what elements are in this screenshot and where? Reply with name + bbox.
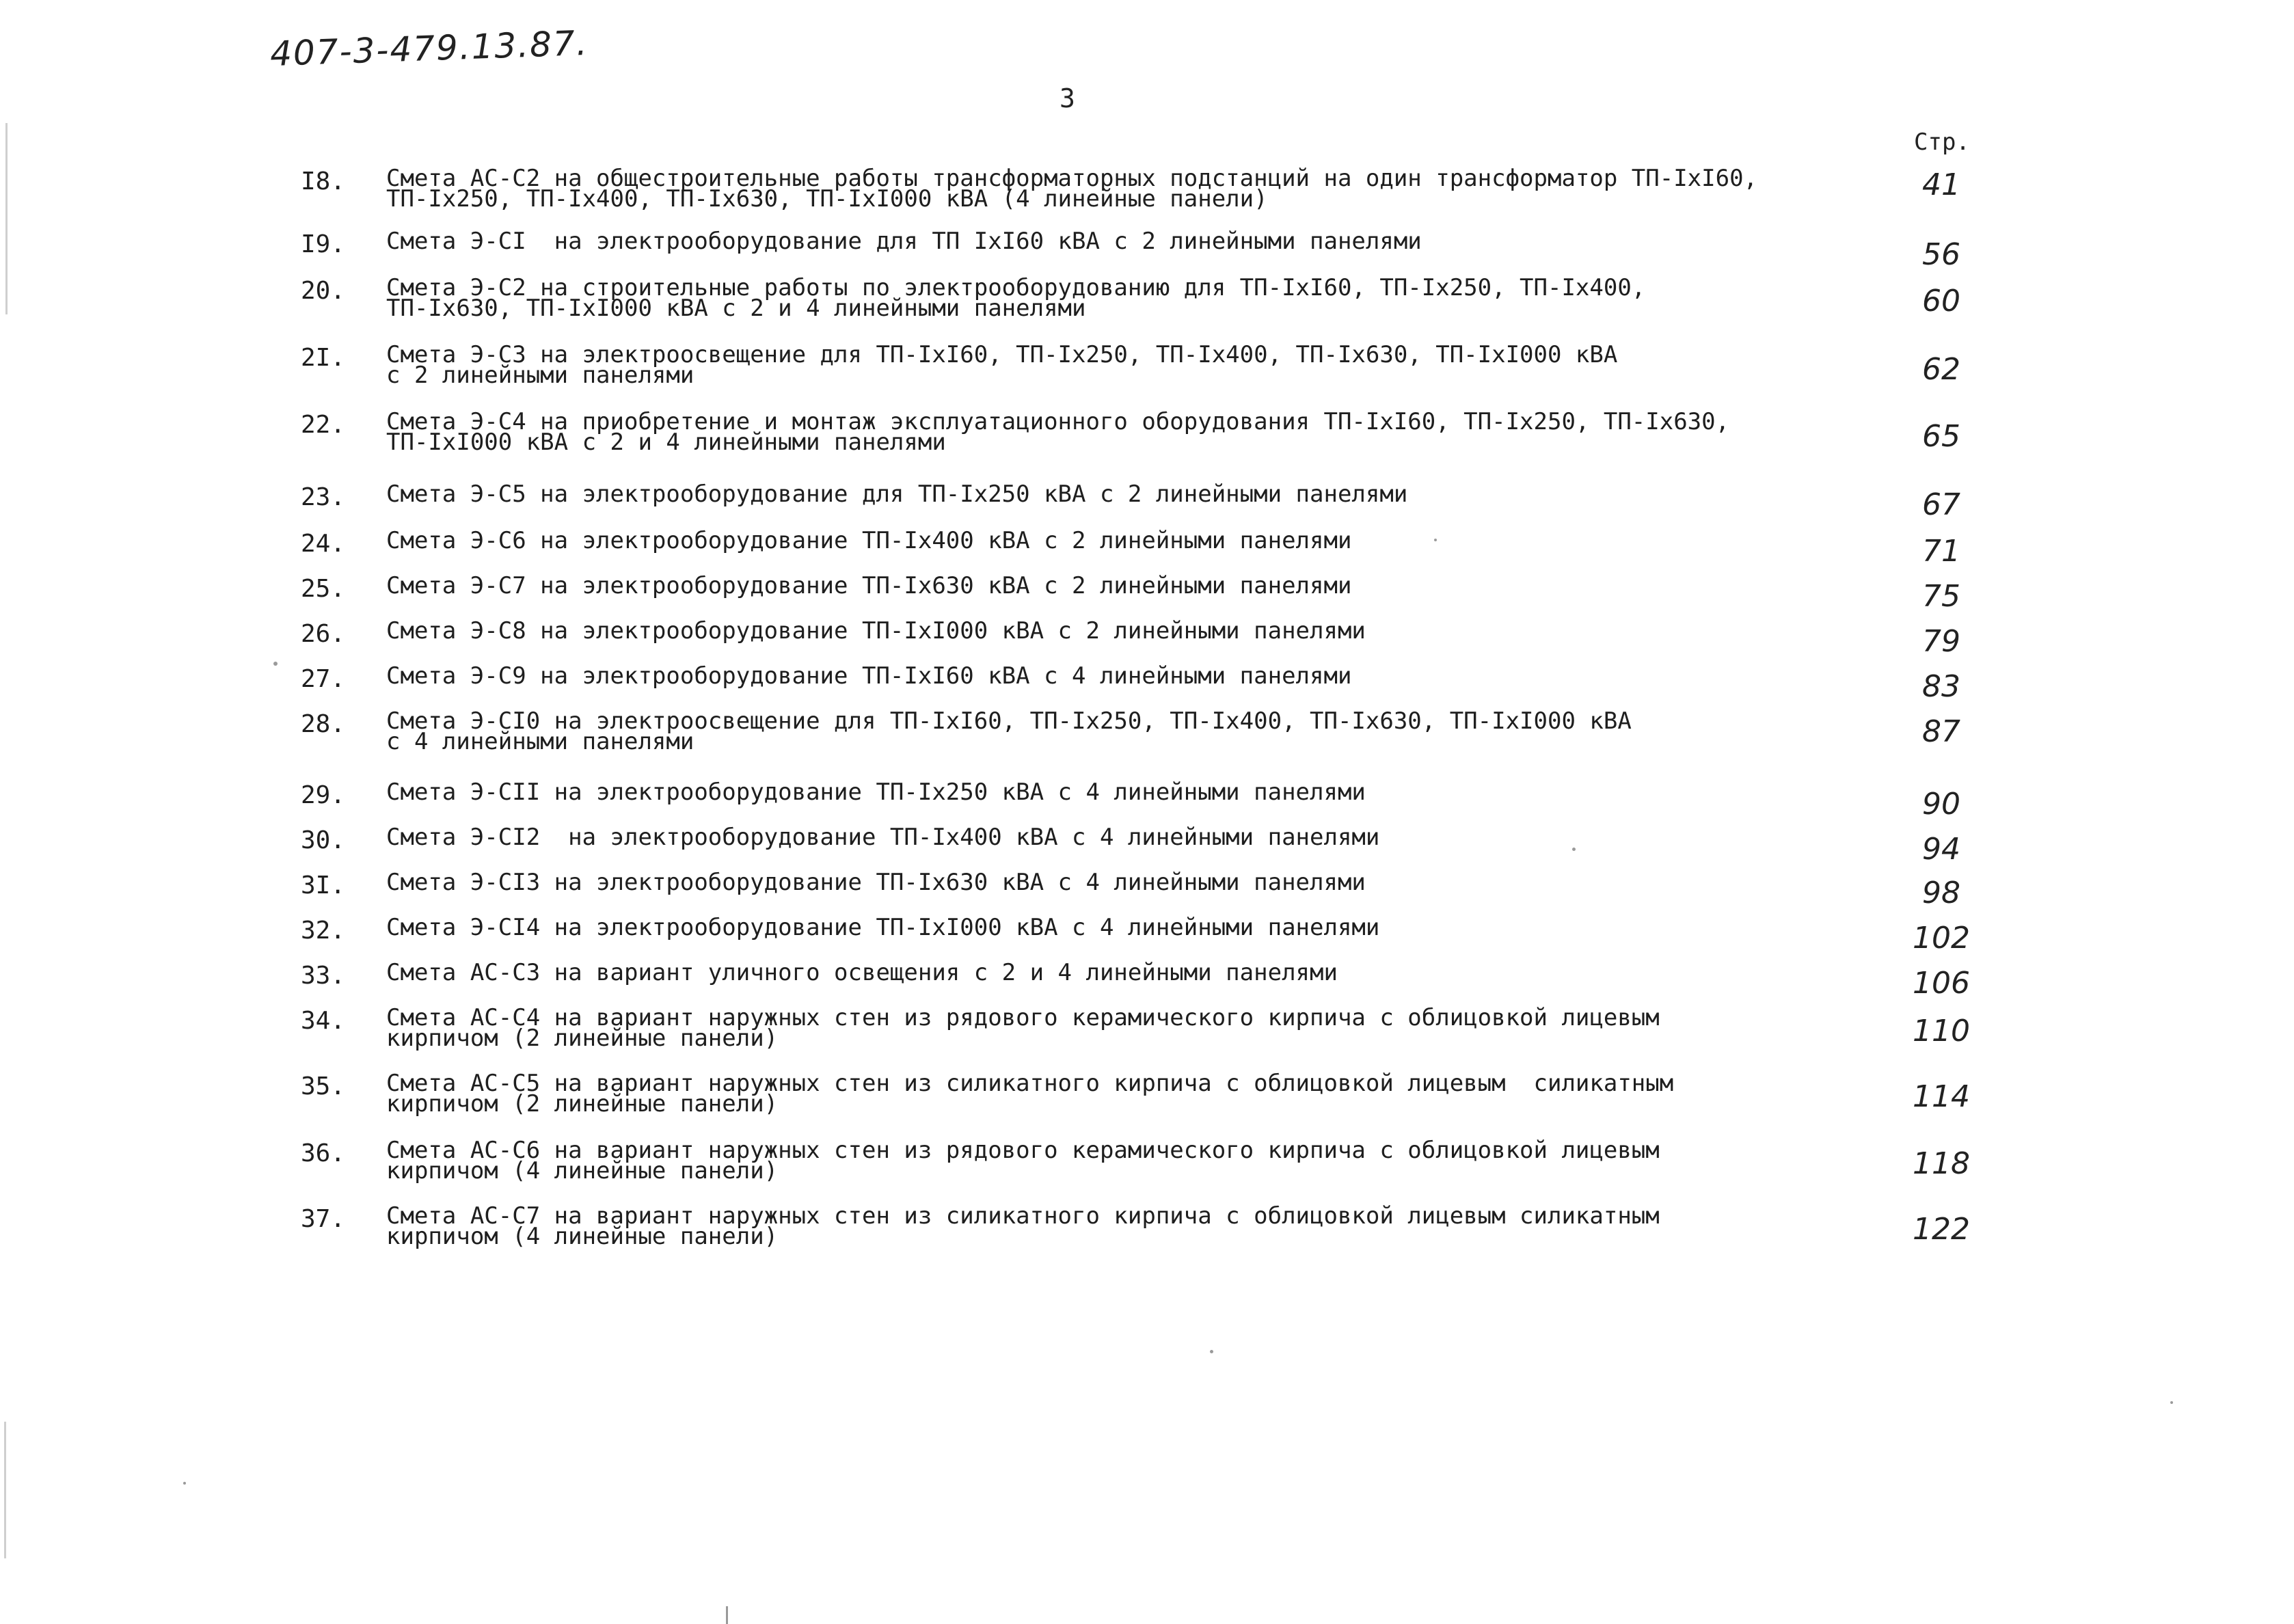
toc-entry-title: Смета АС-С6 на вариант наружных стен из рядового керамического кирпича с облицовкой лицевым кирпичом (4 линейные панели) [386,1137,1660,1185]
toc-entry-page: 60 [1922,284,1960,319]
toc-entry-number: 29. [301,781,346,809]
toc-entry-page: 75 [1922,579,1960,614]
toc-entry-number: 3I. [301,871,346,899]
toc-entry-number: 27. [301,665,346,693]
toc-entry-title: Смета АС-С3 на вариант уличного освещения с 2 и 4 линейными панелями [386,959,1338,986]
toc-entry-number: I9. [301,230,346,258]
toc-entry-title: Смета Э-С7 на электрооборудование ТП-Iх630 кВА с 2 линейными панелями [386,572,1352,599]
toc-entry-title: Смета Э-СII на электрооборудование ТП-Iх250 кВА с 4 линейными панелями [386,779,1366,806]
scan-edge-line [4,1422,6,1558]
toc-entry-title: Смета Э-С2 на строительные работы по электрооборудованию для ТП-IхI60, ТП-Iх250, ТП-Iх400, ТП-Iх630, ТП-IхI000 кВА с 2 и 4 линейными панелями [386,274,1646,322]
scan-speck [183,1482,186,1485]
toc-entry-number: 37. [301,1205,346,1233]
toc-entry-title: Смета АС-С4 на вариант наружных стен из рядового керамического кирпича с облицовкой лицевым кирпичом (2 линейные панели) [386,1004,1660,1052]
scan-speck [1434,539,1437,541]
scan-speck [273,662,278,666]
toc-entry-number: 34. [301,1007,346,1035]
toc-entry-title: Смета АС-С2 на общестроительные работы трансформаторных подстанций на один трансформатор ТП-IхI60, ТП-Iх250, ТП-Iх400, ТП-Iх630, ТП-IхI000 кВА (4 линейные панели) [386,165,1758,213]
toc-entry-number: 25. [301,575,346,603]
toc-entry-page: 83 [1922,669,1960,704]
toc-entry-page: 102 [1913,921,1970,956]
toc-entry-number: 33. [301,962,346,990]
toc-entry-page: 62 [1922,352,1960,387]
toc-entry-title: Смета Э-С4 на приобретение и монтаж эксплуатационного оборудования ТП-IхI60, ТП-Iх250, ТП-Iх630, ТП-IхI000 кВА с 2 и 4 линейными панелями [386,408,1730,456]
toc-entry-page: 65 [1922,419,1960,454]
toc-entry-number: 23. [301,483,346,511]
toc-entry-number: 20. [301,277,346,305]
toc-entry-title: Смета Э-С5 на электрооборудование для ТП-Iх250 кВА с 2 линейными панелями [386,481,1408,508]
toc-entry-page: 87 [1922,714,1960,749]
toc-entry-page: 41 [1922,167,1960,202]
scan-edge-line [5,123,8,314]
toc-entry-title: Смета АС-С7 на вариант наружных стен из силикатного кирпича с облицовкой лицевым силикатным кирпичом (4 линейные панели) [386,1202,1660,1250]
toc-entry-number: 30. [301,826,346,854]
toc-entry-title: Смета Э-С9 на электрооборудование ТП-IхI60 кВА с 4 линейными панелями [386,662,1352,690]
toc-entry-number: 2I. [301,344,346,372]
toc-entry-title: Смета Э-СI4 на электрооборудование ТП-IхI000 кВА с 4 линейными панелями [386,914,1380,941]
toc-entry-page: 98 [1922,876,1960,910]
toc-entry-title: Смета Э-С8 на электрооборудование ТП-IхI000 кВА с 2 линейными панелями [386,617,1366,645]
toc-entry-title: Смета Э-СI3 на электрооборудование ТП-Iх630 кВА с 4 линейными панелями [386,869,1366,896]
page-number: 3 [1060,83,1075,113]
toc-entry-number: 26. [301,620,346,648]
document-code: 407-3-479.13.87. [269,23,589,75]
toc-entry-page: 67 [1922,487,1960,522]
toc-entry-number: 28. [301,710,346,738]
page-column-header: Стр. [1914,128,1970,156]
toc-entry-title: Смета АС-С5 на вариант наружных стен из силикатного кирпича с облицовкой лицевым силикатным кирпичом (2 линейные панели) [386,1070,1674,1118]
toc-entry-page: 71 [1922,534,1960,569]
toc-entry-page: 79 [1922,624,1960,659]
toc-entry-number: I8. [301,167,346,195]
toc-entry-number: 24. [301,530,346,558]
toc-entry-number: 36. [301,1139,346,1167]
toc-entry-page: 114 [1913,1079,1970,1114]
toc-entry-number: 35. [301,1072,346,1100]
toc-entry-page: 94 [1922,832,1960,867]
toc-entry-title: Смета Э-СI на электрооборудование для ТП IхI60 кВА с 2 линейными панелями [386,228,1422,255]
toc-entry-page: 56 [1922,237,1960,272]
scan-speck [1572,848,1576,851]
toc-entry-page: 90 [1922,787,1960,822]
toc-entry-page: 122 [1913,1212,1970,1247]
scan-speck [2170,1401,2173,1404]
scan-edge-line [726,1606,728,1624]
toc-entry-title: Смета Э-СI2 на электрооборудование ТП-Iх400 кВА с 4 линейными панелями [386,824,1380,851]
toc-entry-title: Смета Э-С3 на электроосвещение для ТП-IхI60, ТП-Iх250, ТП-Iх400, ТП-Iх630, ТП-IхI000 кВА с 2 линейными панелями [386,341,1618,389]
toc-entry-page: 106 [1913,966,1970,1001]
scan-speck [1210,1350,1213,1353]
toc-entry-number: 32. [301,917,346,945]
toc-entry-number: 22. [301,411,346,439]
toc-entry-page: 118 [1913,1146,1970,1181]
toc-entry-page: 110 [1913,1014,1970,1048]
toc-entry-title: Смета Э-СI0 на электроосвещение для ТП-IхI60, ТП-Iх250, ТП-Iх400, ТП-Iх630, ТП-IхI000 кВА с 4 линейными панелями [386,707,1632,755]
toc-entry-title: Смета Э-С6 на электрооборудование ТП-Iх400 кВА с 2 линейными панелями [386,527,1352,554]
